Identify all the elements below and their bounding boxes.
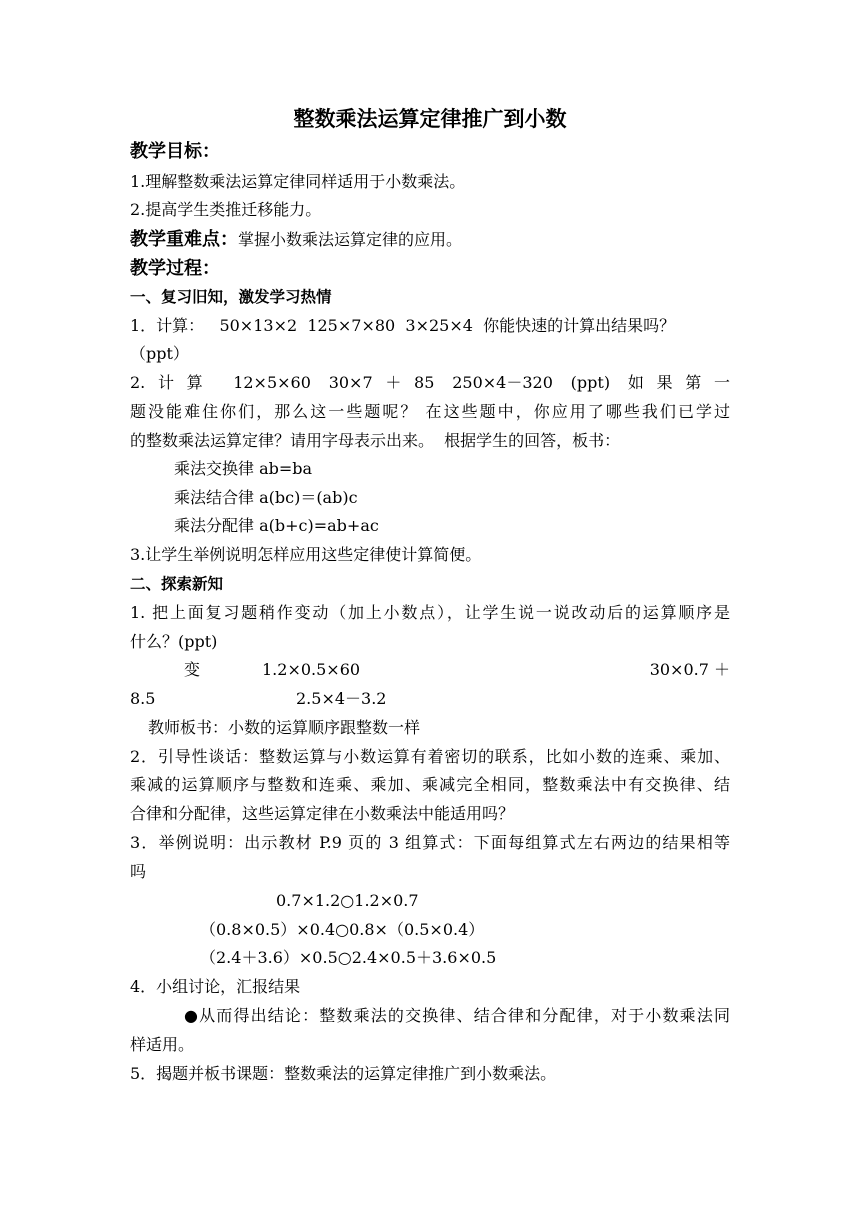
key-points-line xyxy=(130,228,462,252)
objective-item-2: 2.提高学生类推迁移能力。 xyxy=(130,200,322,219)
section2-heading: 二、探索新知 xyxy=(130,575,224,593)
section2-item2-line3: 合律和分配律，这些运算定律在小数乘法中能适用吗？ xyxy=(130,804,515,823)
section1-item2-line2: 题没能难住你们，那么这一些题呢？ 在这些题中，你应用了哪些我们已学过 xyxy=(130,402,730,421)
comparison-expression-3: （2.4＋3.6）×0.5○2.4×0.5＋3.6×0.5 xyxy=(200,948,497,967)
conclusion-line1: ●从而得出结论：整数乘法的交换律、结合律和分配律，对于小数乘法同 xyxy=(184,1006,730,1025)
section1-item2-line1: 2.计算 12×5×60 30×7＋85 250×4－320 (ppt) 如果第一 xyxy=(130,373,730,392)
comparison-expression-2: （0.8×0.5）×0.4○0.8×（0.5×0.4） xyxy=(200,920,485,939)
process-heading: 教学过程： xyxy=(130,258,220,279)
section2-item1-line1: 1. 把上面复习题稍作变动（加上小数点），让学生说一说改动后的运算顺序是 xyxy=(130,603,730,622)
section2-item5: 5．揭题并板书课题：整数乘法的运算定律推广到小数乘法。 xyxy=(130,1064,557,1083)
key-points-heading: 教学重难点： xyxy=(130,229,238,250)
section2-item3-line1: 3．举例说明：出示教材 P.9 页的 3 组算式：下面每组算式左右两边的结果相等 xyxy=(130,833,730,852)
comparison-expression-1: 0.7×1.2○1.2×0.7 xyxy=(276,891,419,910)
law-distributive: 乘法分配律 a(b+c)=ab+ac xyxy=(174,516,379,535)
teacher-board-note: 教师板书：小数的运算顺序跟整数一样 xyxy=(148,718,421,737)
conclusion-line2: 样适用。 xyxy=(130,1035,195,1054)
section1-heading: 一、复习旧知，激发学习热情 xyxy=(130,288,332,306)
key-points-text: 掌握小数乘法运算定律的应用。 xyxy=(238,230,463,249)
section2-item3-line2: 吗 xyxy=(130,862,147,881)
law-associative: 乘法结合律 a(bc)＝(ab)c xyxy=(174,488,358,507)
objective-item-1: 1.理解整数乘法运算定律同样适用于小数乘法。 xyxy=(130,172,466,191)
expression-2-continued: 8.5 xyxy=(130,689,156,708)
section1-item1-line1: 1．计算： 50×13×2 125×7×80 3×25×4 你能快速的计算出结果吗？ xyxy=(130,316,676,335)
expression-1: 1.2×0.5×60 xyxy=(262,660,361,679)
section2-item4-line1: 4．小组讨论，汇报结果 xyxy=(130,977,301,996)
section2-item1-line2: 什么？(ppt) xyxy=(130,632,218,651)
law-commutative: 乘法交换律 ab=ba xyxy=(174,459,313,478)
expression-3: 2.5×4－3.2 xyxy=(296,689,387,708)
expression-2: 30×0.7 ＋ xyxy=(649,660,730,679)
section1-item2-line3: 的整数乘法运算定律？请用字母表示出来。 根据学生的回答，板书： xyxy=(130,431,621,450)
section1-item3: 3.让学生举例说明怎样应用这些定律使计算简便。 xyxy=(130,545,482,564)
section2-item2-line1: 2．引导性谈话：整数运算与小数运算有着密切的联系，比如小数的连乘、乘加、 xyxy=(130,747,730,766)
objectives-heading: 教学目标： xyxy=(130,141,220,162)
change-label: 变 xyxy=(184,660,201,679)
section1-item1-line2: （ppt） xyxy=(130,344,189,363)
document-title: 整数乘法运算定律推广到小数 xyxy=(293,107,567,131)
section2-item2-line2: 乘减的运算顺序与整数和连乘、乘加、乘减完全相同，整数乘法中有交换律、结 xyxy=(130,775,730,794)
